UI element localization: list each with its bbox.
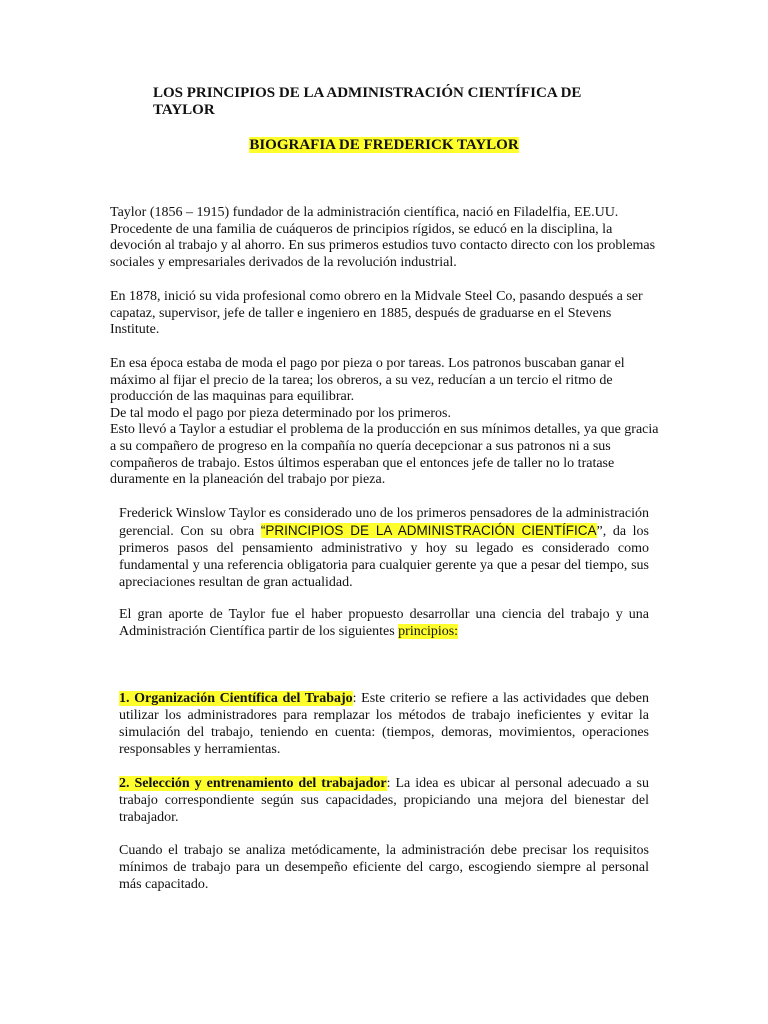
document-subtitle xyxy=(0,137,768,154)
document-title: LOS PRINCIPIOS DE LA ADMINISTRACIÓN CIENTÍFICA DE TAYLOR xyxy=(153,85,582,118)
principle-2-label: 2. Selección y entrenamiento del trabajador xyxy=(119,776,387,791)
principles-highlight: principios: xyxy=(398,624,459,639)
paragraph-method-analysis: Cuando el trabajo se analiza metódicamente, la administración debe precisar los requisitos mínimos de trabajo para un desempeño eficiente del cargo, escogiendo siempre al personal más capacitado. xyxy=(119,843,649,892)
paragraph-taylor-legacy xyxy=(119,505,649,591)
piece-pay-line-2: De tal modo el pago por pieza determinado por los primeros. xyxy=(110,405,451,421)
paragraph-contribution xyxy=(119,606,649,640)
paragraph-piece-pay xyxy=(110,356,660,489)
principle-item-1 xyxy=(119,690,649,758)
paragraph-career: En 1878, inició su vida profesional como obrero en la Midvale Steel Co, pasando después a ser capataz, supervisor, jefe de taller e ingeniero en 1885, después de graduarse en el Stevens Institute. xyxy=(110,289,643,338)
principle-1-text: : Este criterio se refiere a las actividades que deben utilizar los administradores para remplazar los métodos de trabajo ineficientes y evitar la simulación del trabajo, teniendo en cuenta: (tiempos, demoras, movimientos, operaciones responsables y herramientas. xyxy=(119,691,649,757)
piece-pay-line-3: Esto llevó a Taylor a estudiar el problema de la producción en sus mínimos detalles, ya que gracia a su compañero de progreso en la compañía no quería decepcionar a sus patronos ni a sus compañeros de trabajo. Estos últimos esperaban que el entonces jefe de taller no lo tratase duramente en la planeación del trabajo por pieza. xyxy=(110,422,659,488)
book-title-highlight: “PRINCIPIOS DE LA ADMINISTRACIÓN CIENTÍFICA xyxy=(260,523,597,538)
principle-2-text: : La idea es ubicar al personal adecuado a su trabajo correspondiente según sus capacidades, propiciando una mejora del bienestar del trabajador. xyxy=(119,776,649,825)
piece-pay-line-1: En esa época estaba de moda el pago por pieza o por tareas. Los patronos buscaban ganar el máximo al fijar el precio de la tarea; los obreros, a su vez, reducían a un tercio el ritmo de producción de las maquinas para equilibrar. xyxy=(110,356,625,405)
legacy-text-a: Frederick Winslow Taylor es considerado uno de los primeros pensadores de la administración gerencial. Con su obra xyxy=(119,506,649,539)
legacy-text-b: ”, da los primeros pasos del pensamiento administrativo y hoy su legado es considerado como fundamental y una referencia obligatoria para cualquier gerente ya que a pesar del tiempo, sus apreciaciones resultan de gran actualidad. xyxy=(119,524,650,590)
principle-1-label: 1. Organización Científica del Trabajo xyxy=(119,691,353,706)
paragraph-biography-intro: Taylor (1856 – 1915) fundador de la administración científica, nació en Filadelfia, EE.UU. Procedente de una familia de cuáqueros de principios rígidos, se educó en la disciplina, la devoción al trabajo y al ahorro. En sus primeros estudios tuvo contacto directo con los problemas sociales y empresariales derivados de la revolución industrial. xyxy=(110,205,656,270)
contribution-text: El gran aporte de Taylor fue el haber propuesto desarrollar una ciencia del trabajo y una Administración Científica partir de los siguientes xyxy=(119,607,649,639)
principle-item-2 xyxy=(119,775,649,826)
subtitle-highlight: BIOGRAFIA DE FREDERICK TAYLOR xyxy=(249,137,519,153)
